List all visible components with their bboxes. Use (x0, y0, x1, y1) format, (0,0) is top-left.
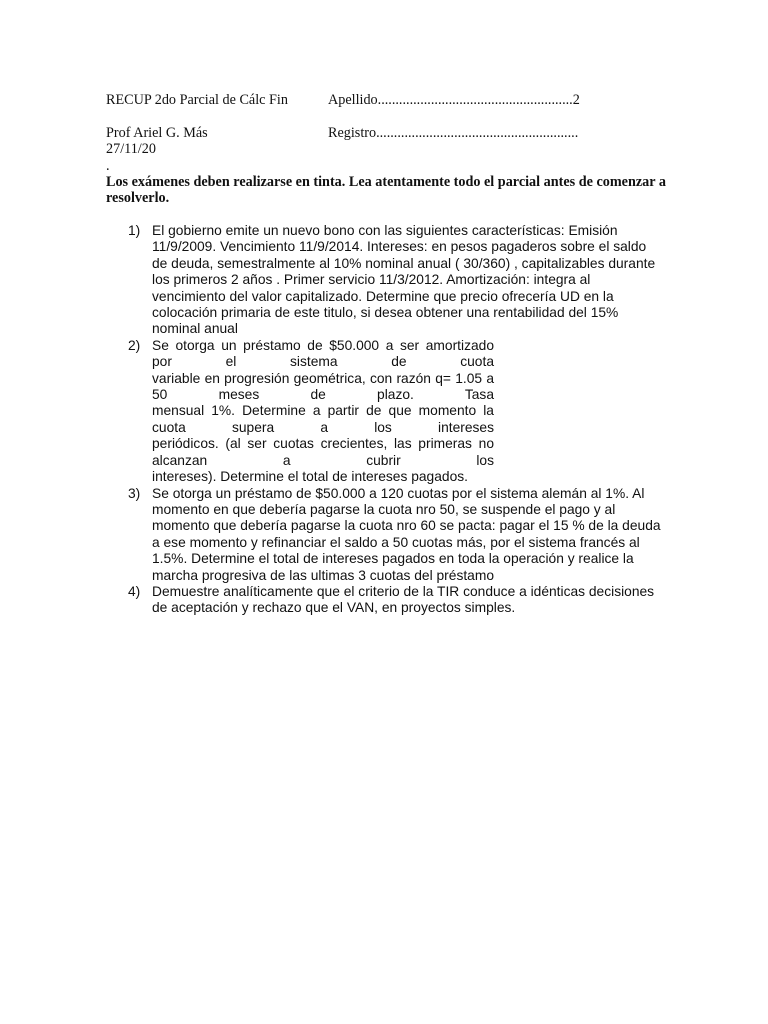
question-text (152, 485, 661, 584)
question-2 (106, 338, 666, 486)
question-line: nominal anual (152, 321, 238, 337)
question-line: Demuestre analíticamente que el criterio de la TIR conduce a idénticas decisiones (152, 583, 655, 599)
question-number: 3) (128, 485, 141, 501)
question-line: 11/9/2009. Vencimiento 11/9/2014. Intereses: en pesos pagaderos sobre el saldo (152, 239, 647, 255)
question-line: periódicos. (al ser cuotas crecientes, las primeras no alcanzan a cubrir los (152, 436, 494, 468)
question-line: Se otorga un préstamo de $50.000 a 120 cuotas por el sistema alemán al 1%. Al (152, 485, 645, 501)
question-number: 2) (128, 337, 141, 353)
question-line: los primeros 2 años . Primer servicio 11/3/2012. Amortización: integra al (152, 272, 591, 288)
separator-dot: . (106, 158, 110, 174)
instructions-text: Los exámenes deben realizarse en tinta. Lea atentamente todo el parcial antes de comenzar a resolverlo. (106, 174, 666, 206)
question-text (152, 338, 494, 486)
question-line: intereses). Determine el total de intereses pagados. (152, 469, 468, 485)
registro-field: Registro......................................................... (328, 125, 579, 141)
question-line: de aceptación y rechazo que el VAN, en proyectos simples. (152, 600, 516, 616)
question-4 (106, 584, 666, 617)
question-line: momento en que debería pagarse la cuota nro 50, se suspende el pago y al (152, 501, 616, 517)
course-title: RECUP 2do Parcial de Cálc Fin (106, 92, 288, 108)
question-line: momento que debería pagarse la cuota nro 60 se pacta: pagar el 15 % de la deuda (152, 518, 661, 534)
question-line: marcha progresiva de las ultimas 3 cuotas del préstamo (152, 567, 495, 583)
question-line: colocación primaria de este titulo, si desea obtener una rentabilidad del 15% (152, 305, 619, 321)
question-number: 1) (128, 223, 141, 238)
question-1 (106, 223, 666, 338)
question-number: 4) (128, 583, 141, 599)
question-line: vencimiento del valor capitalizado. Determine que precio ofrecería UD en la (152, 288, 614, 304)
question-line: Se otorga un préstamo de $50.000 a ser amortizado por el sistema de cuota (152, 337, 494, 370)
question-line: 1.5%. Determine el total de intereses pagados en toda la operación y realice la (152, 551, 634, 567)
question-line: El gobierno emite un nuevo bono con las siguientes características: Emisión (152, 223, 618, 238)
apellido-field: Apellido.......................................................2 (328, 92, 580, 108)
question-3 (106, 486, 666, 584)
exam-date: 27/11/20 (106, 141, 156, 157)
professor-name: Prof Ariel G. Más (106, 125, 208, 141)
question-line: variable en progresión geométrica, con razón q= 1.05 a 50 meses de plazo. Tasa (152, 370, 494, 403)
question-line: mensual 1%. Determine a partir de que momento la cuota supera a los intereses (152, 403, 494, 435)
question-text (152, 583, 655, 617)
questions-list (106, 223, 666, 617)
question-line: de deuda, semestralmente al 10% nominal anual ( 30/360) , capitalizables durante (152, 255, 656, 271)
question-text (152, 223, 656, 338)
question-line: a ese momento y refinanciar el saldo a 50 cuotas más, por el sistema francés al (152, 534, 640, 550)
